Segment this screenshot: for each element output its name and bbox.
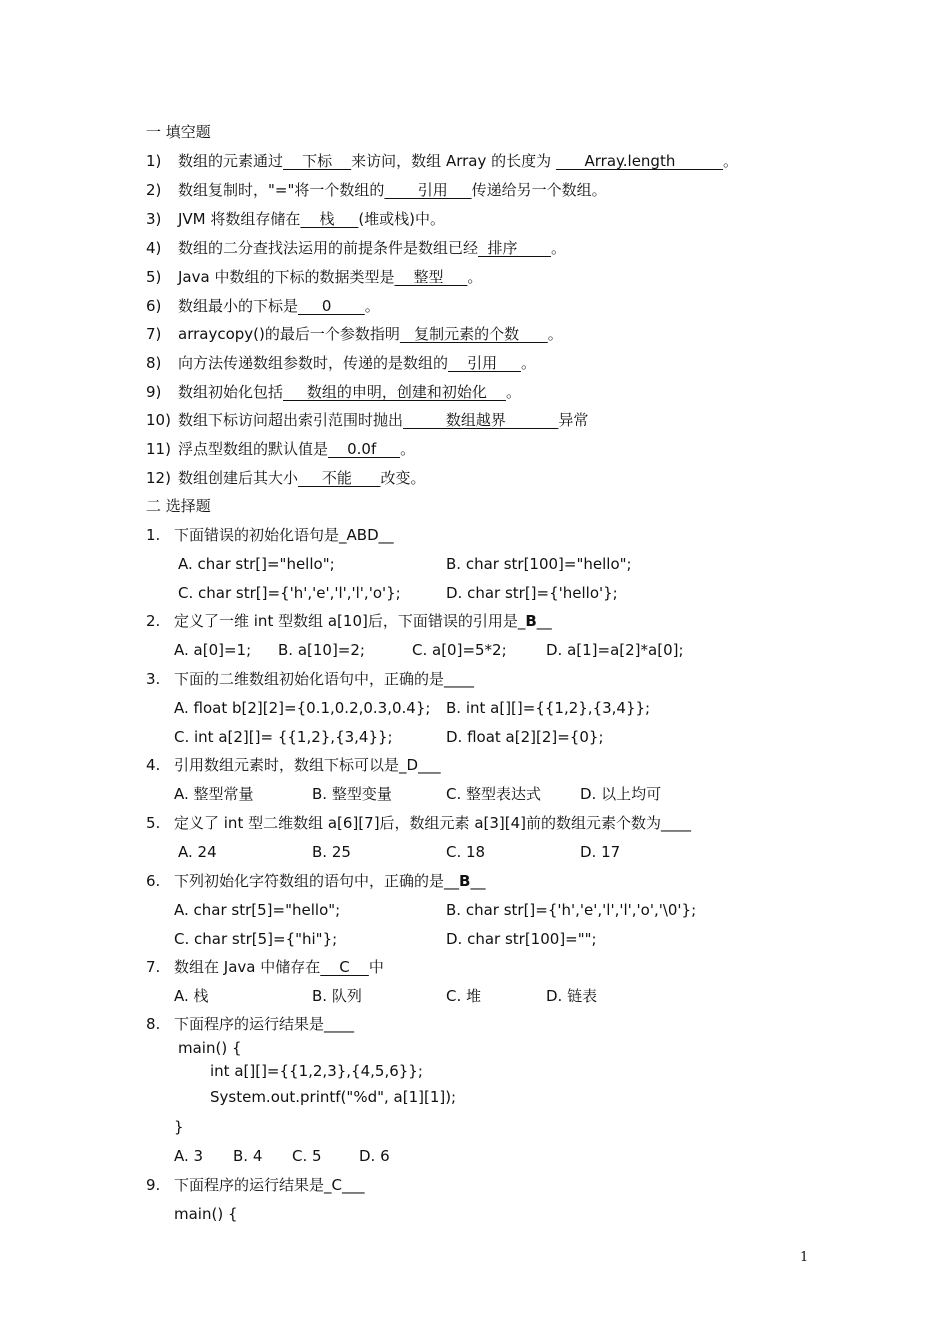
- option: B. int a[][]={{1,2},{3,4}};: [446, 699, 651, 717]
- answer-blank: _: [517, 612, 526, 630]
- stem-text: 下面错误的初始化语句是: [174, 526, 340, 544]
- fill-text: JVM 将数组存储在: [178, 210, 301, 228]
- question-stem: [174, 755, 441, 775]
- fill-text: 。: [520, 354, 536, 372]
- fill-item-text: [178, 382, 521, 402]
- stem-text: 下面程序的运行结果是: [174, 1176, 325, 1194]
- fill-item-number: 12): [146, 469, 171, 487]
- fill-answer: 整型: [394, 268, 468, 286]
- fill-text: 传递给另一个数组。: [471, 181, 607, 199]
- question-stem: [174, 611, 552, 631]
- option: A. 整型常量: [174, 785, 254, 803]
- fill-item-text: [178, 238, 566, 258]
- fill-text: 。: [467, 268, 483, 286]
- option: C. char str[]={'h','e','l','l','o'};: [178, 584, 401, 602]
- answer-text: _C___: [324, 1176, 365, 1194]
- fill-answer: 引用: [448, 354, 521, 372]
- fill-text: 数组复制时，"="将一个数组的: [178, 181, 385, 199]
- section-choice-title: 二 选择题: [146, 497, 211, 515]
- option: C. char str[5]={"hi"};: [174, 930, 338, 948]
- fill-text: 。: [550, 239, 566, 257]
- fill-text: 数组下标访问超出索引范围时抛出: [178, 411, 404, 429]
- fill-item-text: [178, 468, 425, 488]
- fill-answer: 下标: [283, 152, 352, 170]
- question-number: 8.: [146, 1015, 161, 1033]
- section-fill-title: 一 填空题: [146, 123, 211, 141]
- fill-item-number: 5): [146, 268, 162, 286]
- option: D. float a[2][2]={0};: [446, 728, 604, 746]
- option: C. 整型表达式: [446, 785, 542, 803]
- fill-text: Java 中数组的下标的数据类型是: [178, 268, 395, 286]
- answer-blank: __: [536, 612, 552, 630]
- fill-answer: Array.length: [555, 152, 724, 170]
- answer-blank: __: [470, 872, 486, 890]
- fill-answer: 数组越界: [403, 411, 559, 429]
- stem-text: 数组在 Java 中储存在: [174, 958, 321, 976]
- option: A. char str[5]="hello";: [174, 901, 341, 919]
- fill-text: 。: [547, 325, 563, 343]
- option: C. 堆: [446, 987, 482, 1005]
- answer-text: B: [525, 612, 537, 630]
- fill-item-text: [178, 324, 563, 344]
- answer-blank: __: [444, 872, 460, 890]
- answer-text: ____: [661, 814, 692, 832]
- fill-item-number: 6): [146, 297, 162, 315]
- option: C. int a[2][]= {{1,2},{3,4}};: [174, 728, 393, 746]
- option: A. char str[]="hello";: [178, 555, 335, 573]
- stem-text: 定义了一维 int 型数组 a[10]后，下面错误的引用是: [174, 612, 518, 630]
- fill-item-number: 3): [146, 210, 162, 228]
- fill-text: 异常: [558, 411, 589, 429]
- fill-item-text: [178, 353, 536, 373]
- question-number: 5.: [146, 814, 161, 832]
- fill-text: 浮点型数组的默认值是: [178, 440, 329, 458]
- question-number: 7.: [146, 958, 161, 976]
- question-number: 1.: [146, 526, 161, 544]
- fill-text: 向方法传递数组参数时，传递的是数组的: [178, 354, 449, 372]
- option: A. 3: [174, 1147, 204, 1165]
- fill-text: 来访问，数组 Array 的长度为: [351, 152, 556, 170]
- answer-text: ____: [444, 670, 475, 688]
- fill-answer: 引用: [384, 181, 472, 199]
- fill-item-number: 4): [146, 239, 162, 257]
- question-stem: [174, 1175, 365, 1195]
- fill-item-number: 8): [146, 354, 162, 372]
- answer-text: C: [320, 958, 369, 976]
- fill-answer: 栈: [300, 210, 359, 228]
- option: D. char str[]={'hello'};: [446, 584, 618, 602]
- option: A. float b[2][2]={0.1,0.2,0.3,0.4};: [174, 699, 431, 717]
- fill-text: 数组的元素通过: [178, 152, 284, 170]
- question-number: 3.: [146, 670, 161, 688]
- fill-text: 。: [505, 383, 521, 401]
- stem-text: 下列初始化字符数组的语句中，正确的是: [174, 872, 445, 890]
- fill-item-number: 9): [146, 383, 162, 401]
- question-number: 4.: [146, 756, 161, 774]
- question-stem: [174, 957, 384, 977]
- question-stem: [174, 525, 394, 545]
- fill-answer: 排序: [478, 239, 551, 257]
- question-number: 6.: [146, 872, 161, 890]
- option: B. a[10]=2;: [278, 641, 365, 659]
- option: D. char str[100]="";: [446, 930, 597, 948]
- option: D. 6: [359, 1147, 390, 1165]
- fill-item-number: 10): [146, 411, 171, 429]
- fill-item-number: 1): [146, 152, 162, 170]
- option: D. a[1]=a[2]*a[0];: [546, 641, 684, 659]
- stem-text: 下面的二维数组初始化语句中，正确的是: [174, 670, 445, 688]
- answer-text: ____: [324, 1015, 355, 1033]
- answer-text: _D___: [399, 756, 441, 774]
- fill-item-text: [178, 209, 445, 229]
- fill-item-text: [178, 439, 415, 459]
- option: B. char str[]={'h','e','l','l','o','\0'};: [446, 901, 697, 919]
- option: B. 整型变量: [312, 785, 392, 803]
- code-line: }: [174, 1118, 184, 1136]
- code-line: System.out.printf("%d", a[1][1]);: [210, 1088, 457, 1106]
- question-stem: [174, 669, 474, 689]
- fill-text: 改变。: [380, 469, 426, 487]
- fill-item-text: [178, 410, 588, 430]
- fill-text: 数组的二分查找法运用的前提条件是数组已经: [178, 239, 479, 257]
- fill-answer: 0.0f: [328, 440, 401, 458]
- fill-text: 。: [723, 152, 739, 170]
- question-stem: [174, 871, 485, 891]
- fill-text: 。: [364, 297, 380, 315]
- fill-item-number: 11): [146, 440, 171, 458]
- fill-answer: 数组的申明，创建和初始化: [283, 383, 506, 401]
- fill-item-text: [178, 267, 482, 287]
- fill-item-text: [178, 296, 380, 316]
- option: D. 链表: [546, 987, 598, 1005]
- fill-answer: 复制元素的个数: [399, 325, 548, 343]
- option: C. a[0]=5*2;: [412, 641, 507, 659]
- fill-item-text: [178, 180, 607, 200]
- code-line: main() {: [178, 1039, 242, 1057]
- option: A. a[0]=1;: [174, 641, 252, 659]
- option: C. 18: [446, 843, 486, 861]
- option: A. 栈: [174, 987, 209, 1005]
- option: D. 以上均可: [580, 785, 662, 803]
- fill-item-text: [178, 151, 738, 171]
- code-line: main() {: [174, 1205, 238, 1223]
- question-stem: [174, 813, 691, 833]
- option: B. 25: [312, 843, 351, 861]
- option: B. 4: [233, 1147, 263, 1165]
- fill-answer: 0: [298, 297, 365, 315]
- fill-item-number: 7): [146, 325, 162, 343]
- page-number: 1: [800, 1250, 809, 1265]
- stem-text: 引用数组元素时，数组下标可以是: [174, 756, 400, 774]
- question-stem: [174, 1014, 354, 1034]
- option: D. 17: [580, 843, 621, 861]
- option: B. char str[100]="hello";: [446, 555, 632, 573]
- fill-text: 数组创建后其大小: [178, 469, 299, 487]
- stem-text: 下面程序的运行结果是: [174, 1015, 325, 1033]
- fill-item-number: 2): [146, 181, 162, 199]
- fill-answer: 不能: [298, 469, 381, 487]
- question-number: 2.: [146, 612, 161, 630]
- option: C. 5: [292, 1147, 322, 1165]
- answer-text: B: [459, 872, 471, 890]
- code-line: int a[][]={{1,2,3},{4,5,6}};: [210, 1062, 423, 1080]
- option: B. 队列: [312, 987, 362, 1005]
- option: A. 24: [178, 843, 217, 861]
- stem-text: 中: [368, 958, 384, 976]
- stem-text: 定义了 int 型二维数组 a[6][7]后，数组元素 a[3][4]前的数组元素个数为: [174, 814, 662, 832]
- answer-text: _ABD__: [339, 526, 394, 544]
- fill-text: arraycopy()的最后一个参数指明: [178, 325, 400, 343]
- fill-text: 。: [400, 440, 416, 458]
- question-number: 9.: [146, 1176, 161, 1194]
- fill-text: (堆或栈)中。: [358, 210, 446, 228]
- fill-text: 数组最小的下标是: [178, 297, 299, 315]
- fill-text: 数组初始化包括: [178, 383, 284, 401]
